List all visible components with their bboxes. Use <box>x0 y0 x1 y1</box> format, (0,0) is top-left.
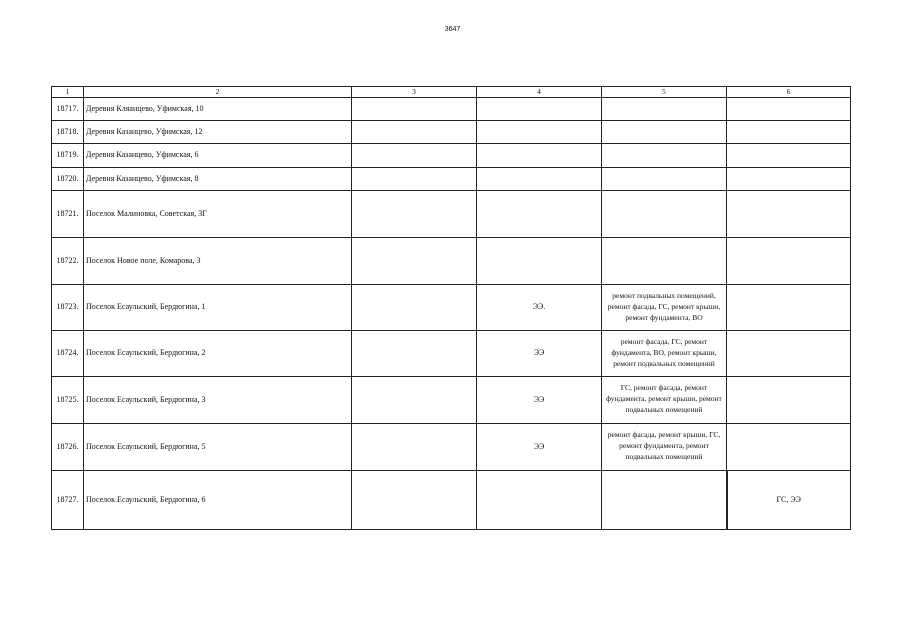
cell-col-3 <box>352 470 477 529</box>
cell-col-5 <box>602 167 727 190</box>
cell-col-3 <box>352 330 477 376</box>
cell-col-5 <box>602 143 727 167</box>
row-number: 18725. <box>52 376 84 423</box>
cell-col-6 <box>727 97 851 120</box>
cell-col-6 <box>727 330 851 376</box>
cell-col-4 <box>477 237 602 284</box>
cell-col-4 <box>477 470 602 529</box>
row-number: 18719. <box>52 143 84 167</box>
table-row <box>52 284 851 330</box>
cell-col-4: ЭЭ <box>477 376 602 423</box>
cell-col-6: ГС, ЭЭ <box>727 470 851 529</box>
row-number: 18717. <box>52 97 84 120</box>
cell-col-4 <box>477 97 602 120</box>
address-cell: Поселок Новое поле, Комарова, 3 <box>84 237 352 284</box>
cell-col-6 <box>727 237 851 284</box>
table-row <box>52 470 851 529</box>
row-number: 18726. <box>52 423 84 470</box>
cell-col-5 <box>602 190 727 237</box>
address-cell: Поселок Есаульский, Бердюгина, 2 <box>84 330 352 376</box>
row-number: 18718. <box>52 120 84 143</box>
col-header-1: 1 <box>52 87 84 98</box>
cell-col-4: ЭЭ <box>477 423 602 470</box>
cell-col-5 <box>602 237 727 284</box>
address-cell: Поселок Есаульский, Бердюгина, 3 <box>84 376 352 423</box>
cell-col-3 <box>352 97 477 120</box>
cell-col-4: ЭЭ. <box>477 284 602 330</box>
address-cell: Деревня Казанцево, Уфимская, 8 <box>84 167 352 190</box>
table-row <box>52 190 851 237</box>
address-cell: Поселок Есаульский, Бердюгина, 6 <box>84 470 352 529</box>
cell-col-3 <box>352 237 477 284</box>
cell-col-6 <box>727 284 851 330</box>
table-row <box>52 143 851 167</box>
cell-col-4 <box>477 120 602 143</box>
cell-col-5: ремонт подвальных помещений, ремонт фасада, ГС, ремонт крыши, ремонт фундамента, ВО <box>602 284 727 330</box>
address-cell: Поселок Малиновка, Советская, 3Г <box>84 190 352 237</box>
cell-col-4 <box>477 167 602 190</box>
col-header-3: 3 <box>352 87 477 98</box>
col-header-5: 5 <box>602 87 727 98</box>
col-header-2: 2 <box>84 87 352 98</box>
cell-col-5 <box>602 120 727 143</box>
cell-col-5: ремонт фасада, ремонт крыши, ГС, ремонт фундамента, ремонт подвальных помещений <box>602 423 727 470</box>
row-number: 18723. <box>52 284 84 330</box>
col-header-6: 6 <box>727 87 851 98</box>
cell-col-3 <box>352 190 477 237</box>
address-cell: Деревня Казанцево, Уфимская, 12 <box>84 120 352 143</box>
cell-col-3 <box>352 284 477 330</box>
cell-col-5 <box>602 470 727 529</box>
table-row <box>52 120 851 143</box>
cell-col-4: ЭЭ <box>477 330 602 376</box>
row-number: 18727. <box>52 470 84 529</box>
col-header-4: 4 <box>477 87 602 98</box>
address-cell: Поселок Есаульский, Бердюгина, 1 <box>84 284 352 330</box>
address-cell: Деревня Казанцево, Уфимская, 6 <box>84 143 352 167</box>
row-number: 18722. <box>52 237 84 284</box>
cell-col-6 <box>727 167 851 190</box>
table-row <box>52 330 851 376</box>
row-number: 18724. <box>52 330 84 376</box>
header-row <box>52 87 851 98</box>
cell-col-3 <box>352 143 477 167</box>
cell-col-3 <box>352 167 477 190</box>
cell-col-6 <box>727 423 851 470</box>
table-row <box>52 97 851 120</box>
cell-col-3 <box>352 423 477 470</box>
address-register-table <box>51 86 851 530</box>
row-number: 18720. <box>52 167 84 190</box>
table-row <box>52 423 851 470</box>
address-cell: Деревня Кляанцево, Уфимская, 10 <box>84 97 352 120</box>
cell-col-3 <box>352 120 477 143</box>
cell-col-5 <box>602 97 727 120</box>
cell-col-5: ГС, ремонт фасада, ремонт фундамента, ремонт крыши, ремонт подвальных помещений <box>602 376 727 423</box>
table-row <box>52 167 851 190</box>
page-number: 3647 <box>444 26 461 33</box>
cell-col-6 <box>727 190 851 237</box>
cell-col-4 <box>477 143 602 167</box>
address-cell: Поселок Есаульский, Бердюгина, 5 <box>84 423 352 470</box>
table-row <box>52 376 851 423</box>
cell-col-6 <box>727 376 851 423</box>
table-row <box>52 237 851 284</box>
cell-col-5: ремонт фасада, ГС, ремонт фундамента, ВО, ремонт крыши, ремонт подвальных помещений <box>602 330 727 376</box>
cell-col-6 <box>727 143 851 167</box>
cell-col-3 <box>352 376 477 423</box>
cell-col-6 <box>727 120 851 143</box>
cell-col-4 <box>477 190 602 237</box>
row-number: 18721. <box>52 190 84 237</box>
